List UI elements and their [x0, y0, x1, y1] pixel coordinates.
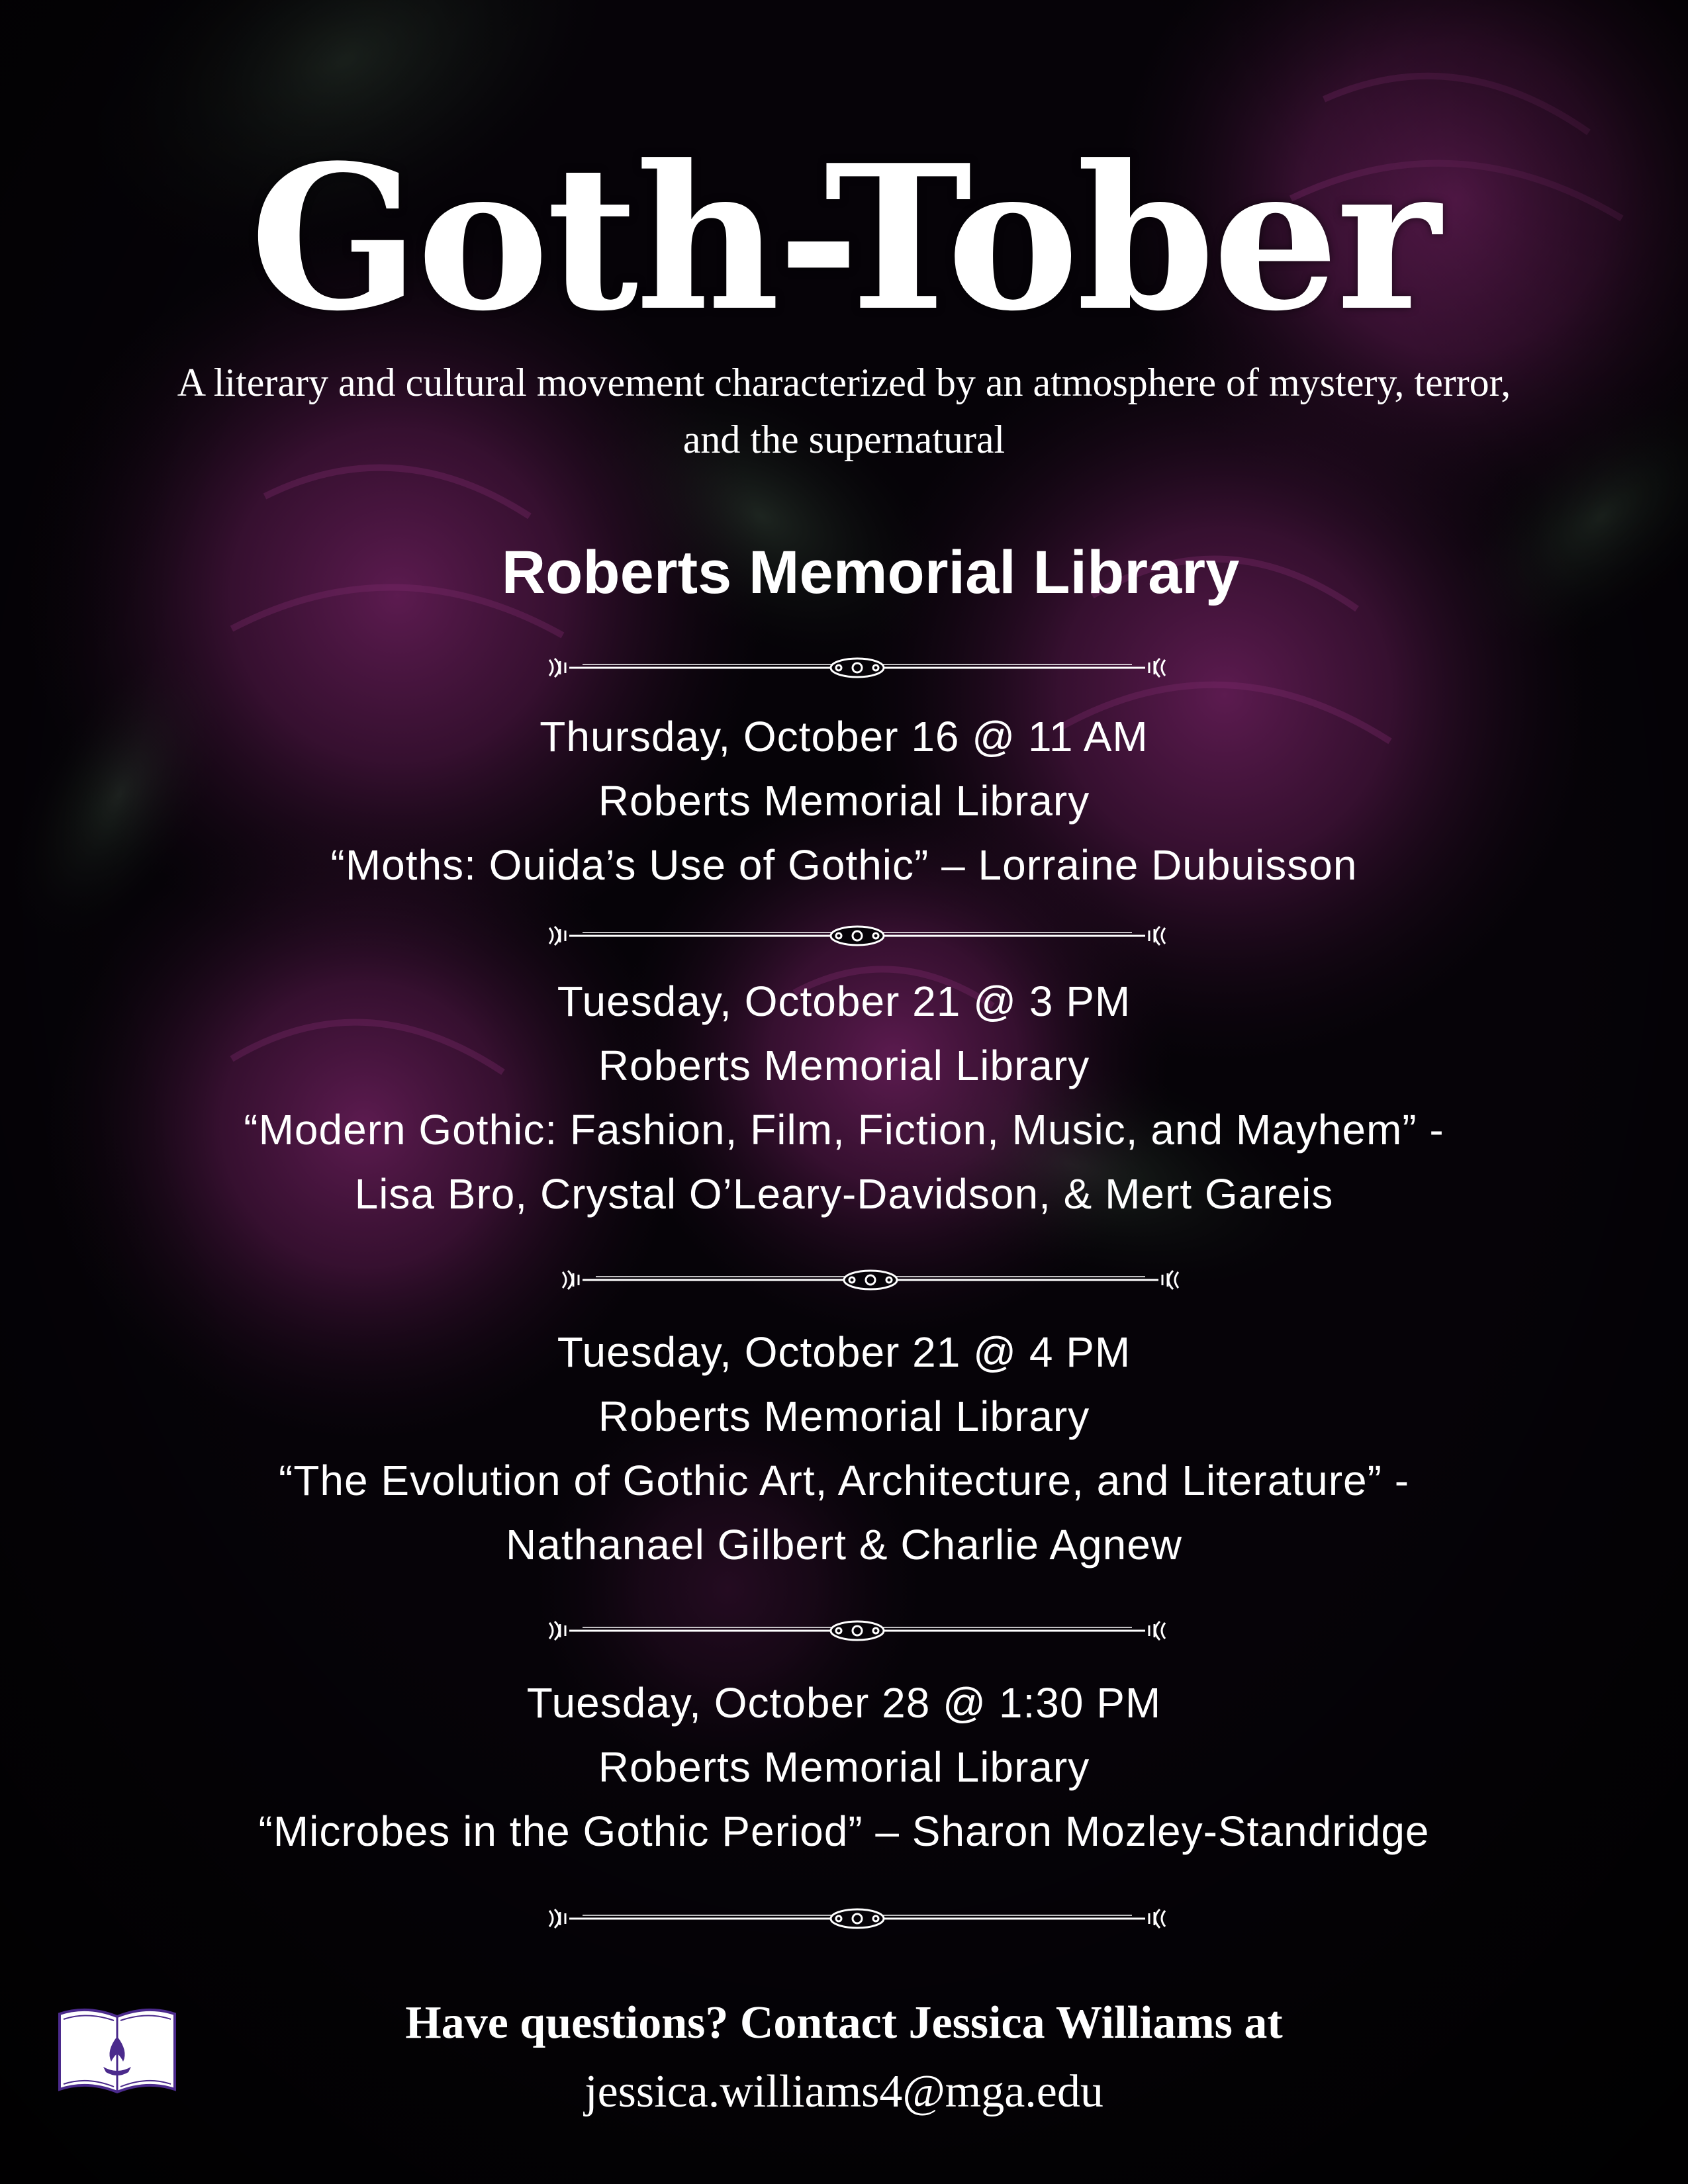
contact-block: [0, 1989, 1688, 2126]
poster-title: Goth-Tober: [250, 121, 1438, 355]
event-datetime: Tuesday, October 21 @ 4 PM: [557, 1328, 1131, 1376]
event-location: Roberts Memorial Library: [598, 1392, 1090, 1440]
event-4: [0, 1671, 1688, 1864]
event-2: [0, 970, 1688, 1226]
event-location: Roberts Memorial Library: [598, 777, 1090, 825]
event-talk: “Microbes in the Gothic Period” – Sharon Mozley-Standridge: [258, 1807, 1430, 1855]
event-datetime: Tuesday, October 28 @ 1:30 PM: [526, 1679, 1162, 1727]
contact-question: Have questions? Contact Jessica Williams at: [405, 1997, 1283, 2048]
ornament-divider: [543, 920, 1172, 952]
event-datetime: Thursday, October 16 @ 11 AM: [539, 713, 1149, 760]
open-book-flame-icon: [54, 2002, 180, 2101]
event-location: Roberts Memorial Library: [598, 1743, 1090, 1791]
ornament-divider: [543, 1903, 1172, 1934]
ornament-divider: [556, 1264, 1185, 1296]
venue-heading: Roberts Memorial Library: [501, 539, 1240, 606]
event-location: Roberts Memorial Library: [598, 1042, 1090, 1089]
contact-email[interactable]: jessica.williams4@mga.edu: [585, 2066, 1103, 2117]
ornament-divider: [543, 1615, 1172, 1647]
poster-subtitle: A literary and cultural movement characterized by an atmosphere of mystery, terror, and the supernatural: [177, 361, 1511, 461]
ornament-divider: [543, 652, 1172, 684]
event-talk: “Moths: Ouida’s Use of Gothic” – Lorraine Dubuisson: [330, 841, 1358, 889]
event-1: [0, 705, 1688, 897]
event-talk: “The Evolution of Gothic Art, Architecture, and Literature” -: [279, 1457, 1409, 1504]
event-3: [0, 1320, 1688, 1577]
event-datetime: Tuesday, October 21 @ 3 PM: [557, 978, 1131, 1025]
event-speakers: Lisa Bro, Crystal O’Leary-Davidson, & Mert Gareis: [354, 1170, 1334, 1218]
event-talk: “Modern Gothic: Fashion, Film, Fiction, Music, and Mayhem” -: [244, 1106, 1444, 1154]
event-speakers: Nathanael Gilbert & Charlie Agnew: [506, 1521, 1182, 1569]
